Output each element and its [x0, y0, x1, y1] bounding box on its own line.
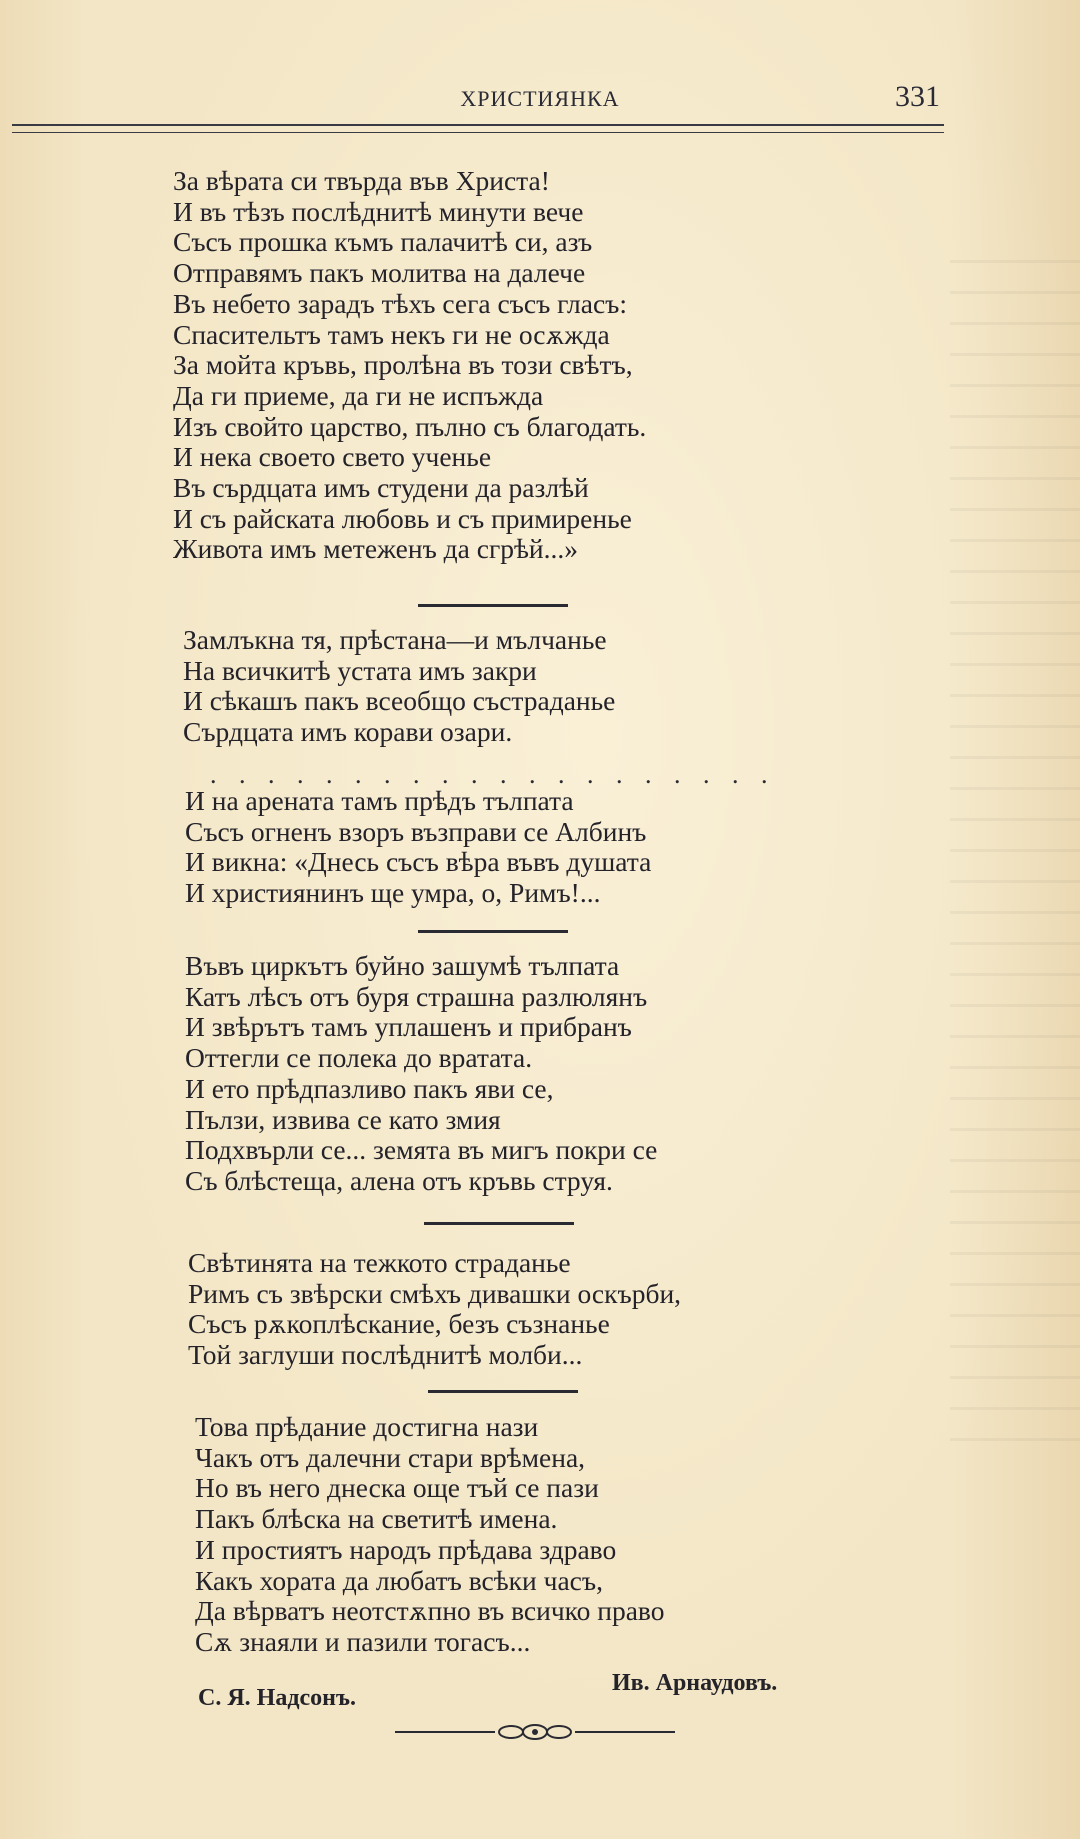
running-header-title: ХРИСТИЯНКА — [460, 86, 620, 111]
verse-line: И звѣрътъ тамъ уплашенъ и прибранъ — [185, 1011, 632, 1043]
verse-line: Пакъ блѣска на светитѣ имена. — [195, 1503, 558, 1535]
verse-line: Това прѣдание достигна нази — [195, 1411, 539, 1442]
verse-line: И християнинъ ще умра, о, Римъ!... — [185, 877, 601, 909]
verse-line: За вѣрата си твърда във Христа! — [173, 165, 550, 196]
verse-line: И ето прѣдпазливо пакъ яви се, — [185, 1072, 554, 1104]
author-signature: С. Я. Надсонъ. — [198, 1685, 356, 1711]
header-rule — [12, 124, 944, 133]
stanza-5 — [188, 1248, 681, 1371]
verse-line: Какъ хората да любатъ всѣки часъ, — [195, 1564, 603, 1596]
verse-line: Римъ съ звѣрски смѣхъ дивашки оскърби, — [188, 1277, 682, 1309]
verse-line: И съ райската любовь и съ примиренье — [173, 502, 632, 534]
verse-line: И на арената тамъ прѣдъ тълпата — [185, 785, 574, 816]
verse-line: Но въ него днеска още тъй се пази — [195, 1472, 599, 1504]
verse-line: Да ги приеме, да ги не испъжда — [173, 379, 544, 411]
stanza-separator — [428, 1390, 578, 1393]
verse-line: Катъ лѣсъ отъ буря страшна разлюлянъ — [185, 980, 648, 1012]
stanza-1 — [173, 166, 646, 565]
verse-line: Подхвърли се... земята въ мигъ покри се — [185, 1134, 658, 1166]
verse-line: Съсъ рѫкоплѣскание, безъ съзнанье — [188, 1308, 610, 1340]
stanza-3 — [185, 786, 651, 909]
stanza-separator — [418, 930, 568, 933]
stanza-6 — [195, 1412, 664, 1658]
verse-line: Да вѣрватъ неотстѫпно въ всичко право — [195, 1595, 665, 1627]
verse-line: Той заглуши послѣднитѣ молби... — [188, 1339, 583, 1371]
verse-line: Въвъ циркътъ буйно зашумѣ тълпата — [185, 950, 620, 981]
verse-line: Отправямъ пакъ молитва на далече — [173, 257, 586, 289]
verse-line: Пълзи, извива се като змия — [185, 1103, 501, 1135]
verse-line: Чакъ отъ далечни стари врѣмена, — [195, 1441, 586, 1473]
verse-line: И сѣкашъ пакъ всеобщо състраданье — [183, 685, 616, 717]
verse-line: Замлъкна тя, прѣстана—и мълчанье — [183, 624, 607, 655]
verse-line: Сърдцата имъ корави озари. — [183, 716, 513, 748]
ellipsis-row: . . . . . . . . . . . . . . . . . . . . — [210, 760, 776, 789]
page-number: 331 — [895, 80, 940, 113]
verse-line: Сѫ знаяли и пазили тогасъ... — [195, 1625, 531, 1657]
margin-bleedthrough — [950, 260, 1080, 1460]
stanza-2 — [183, 625, 615, 748]
verse-line: Съсъ прошка къмъ палачитѣ си, азъ — [173, 226, 593, 258]
verse-line: И нека своето свето ученье — [173, 441, 492, 473]
verse-line: На всичкитѣ устата имъ закри — [183, 654, 537, 686]
verse-line: Въ небето зарадъ тѣхъ сега съсъ гласъ: — [173, 287, 628, 319]
translator-signature: Ив. Арнаудовъ. — [612, 1670, 778, 1696]
verse-line: Свѣтинята на тежкото страданье — [188, 1247, 571, 1278]
verse-line: Съсъ огненъ взоръ възправи се Албинъ — [185, 815, 647, 847]
verse-line: Оттегли се полека до вратата. — [185, 1042, 533, 1074]
verse-line: За мойта кръвь, пролѣна въ този свѣтъ, — [173, 349, 633, 381]
stanza-4 — [185, 951, 657, 1197]
verse-line: Изъ свойто царство, пълно съ благодать. — [173, 410, 647, 442]
verse-line: И въ тѣзъ послѣднитѣ минути вече — [173, 195, 584, 227]
stanza-separator — [418, 604, 568, 607]
stanza-separator — [424, 1222, 574, 1225]
verse-line: Спасительтъ тамъ некъ ги не осѫжда — [173, 318, 610, 350]
verse-line: И простиятъ народъ прѣдава здраво — [195, 1533, 617, 1565]
ornamental-divider-icon — [395, 1720, 675, 1744]
verse-line: Живота имъ метеженъ да сгрѣй...» — [173, 533, 579, 565]
verse-line: Въ сърдцата имъ студени да разлѣй — [173, 472, 589, 504]
verse-line: Съ блѣстеща, алена отъ кръвь струя. — [185, 1164, 613, 1196]
verse-line: И викна: «Днесь съсъ вѣра въвъ душата — [185, 846, 652, 878]
